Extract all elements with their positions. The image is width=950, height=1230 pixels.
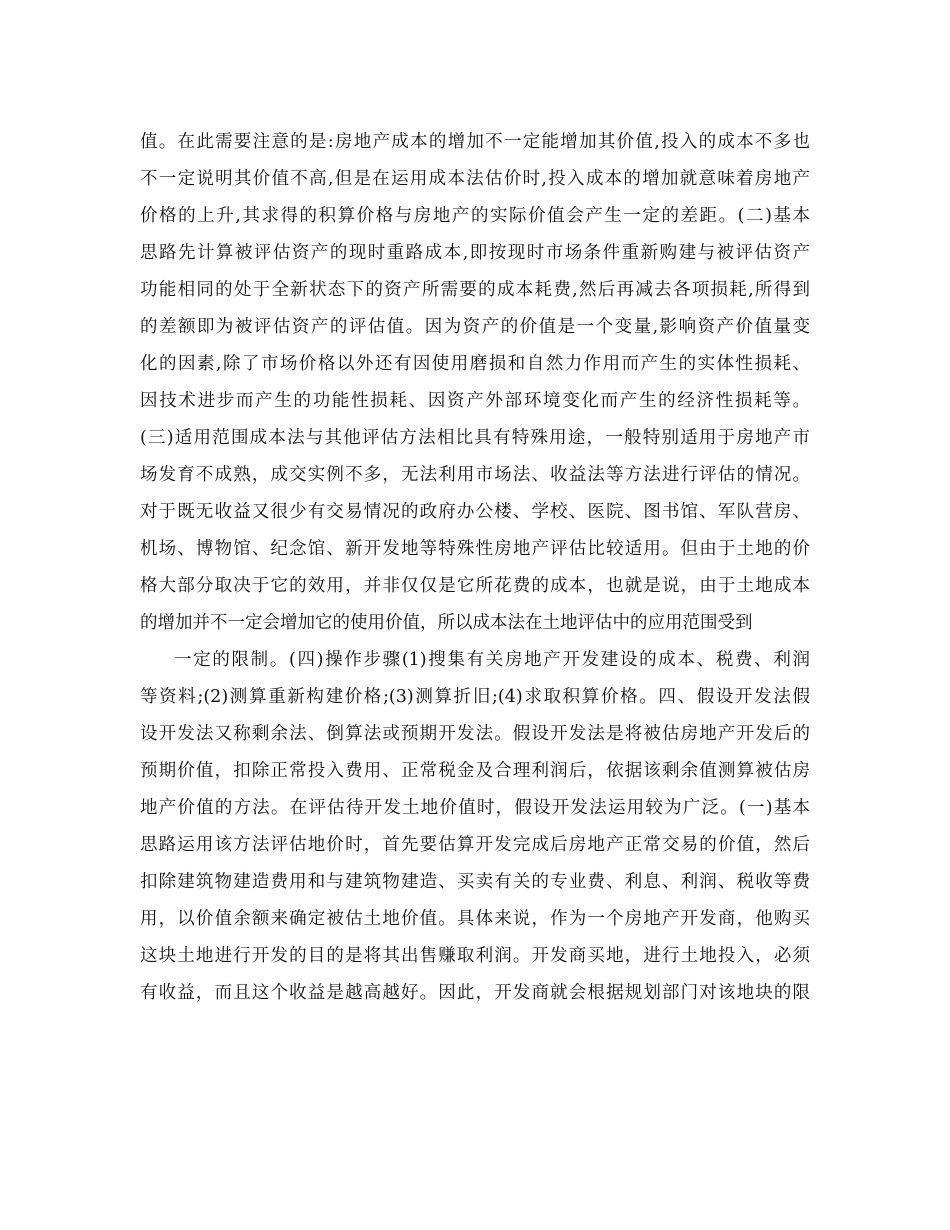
text-line: 设开发法又称剩余法、倒算法或预期开发法。假设开发法是将被估房地产开发后的 <box>140 724 810 744</box>
text-line: 的差额即为被评估资产的评估值。因为资产的价值是一个变量,影响资产价值量变 <box>140 317 810 337</box>
text-line: 不一定说明其价值不高,但是在运用成本法估价时,投入成本的增加就意味着房地产 <box>140 169 810 189</box>
text-line: 思路先计算被评估资产的现时重路成本,即按现时市场条件重新购建与被评估资产 <box>140 243 810 263</box>
text-line: 功能相同的处于全新状态下的资产所需要的成本耗费,然后再减去各项损耗,所得到 <box>140 280 810 300</box>
text-line: 因技术进步而产生的功能性损耗、因资产外部环境变化而产生的经济性损耗等。 <box>140 391 810 411</box>
text-line: 机场、博物馆、纪念馆、新开发地等特殊性房地产评估比较适用。但由于土地的价 <box>140 539 810 559</box>
text-line: 场发育不成熟，成交实例不多，无法利用市场法、收益法等方法进行评估的情况。 <box>140 465 810 485</box>
text-line: 地产价值的方法。在评估待开发土地价值时，假设开发法运用较为广泛。(一)基本 <box>140 798 810 818</box>
text-line: 对于既无收益又很少有交易情况的政府办公楼、学校、医院、图书馆、军队营房、 <box>140 502 810 522</box>
text-line: 等资料;(2)测算重新构建价格;(3)测算折旧;(4)求取积算价格。四、假设开发法假 <box>140 687 810 707</box>
text-line: 价格的上升,其求得的积算价格与房地产的实际价值会产生一定的差距。(二)基本 <box>140 206 810 226</box>
text-line: 扣除建筑物建造费用和与建筑物建造、买卖有关的专业费、利息、利润、税收等费 <box>140 872 810 892</box>
text-line: 一定的限制。(四)操作步骤(1)搜集有关房地产开发建设的成本、税费、利润 <box>174 650 810 670</box>
text-line: 格大部分取决于它的效用，并非仅仅是它所花费的成本，也就是说，由于土地成本 <box>140 576 810 596</box>
text-line: 预期价值，扣除正常投入费用、正常税金及合理利润后，依据该剩余值测算被估房 <box>140 761 810 781</box>
text-line: 值。在此需要注意的是:房地产成本的增加不一定能增加其价值,投入的成本不多也 <box>140 132 810 152</box>
text-line: 有收益，而且这个收益是越高越好。因此，开发商就会根据规划部门对该地块的限 <box>140 983 810 1003</box>
text-line: 这块土地进行开发的目的是将其出售赚取利润。开发商买地，进行土地投入，必须 <box>140 946 810 966</box>
text-line: 思路运用该方法评估地价时，首先要估算开发完成后房地产正常交易的价值，然后 <box>140 835 810 855</box>
text-line: (三)适用范围成本法与其他评估方法相比具有特殊用途，一般特别适用于房地产市 <box>140 428 810 448</box>
text-line: 用，以价值余额来确定被估土地价值。具体来说，作为一个房地产开发商，他购买 <box>140 909 810 929</box>
text-line: 的增加并不一定会增加它的使用价值，所以成本法在土地评估中的应用范围受到 <box>140 613 753 633</box>
text-line: 化的因素,除了市场价格以外还有因使用磨损和自然力作用而产生的实体性损耗、 <box>140 354 810 374</box>
